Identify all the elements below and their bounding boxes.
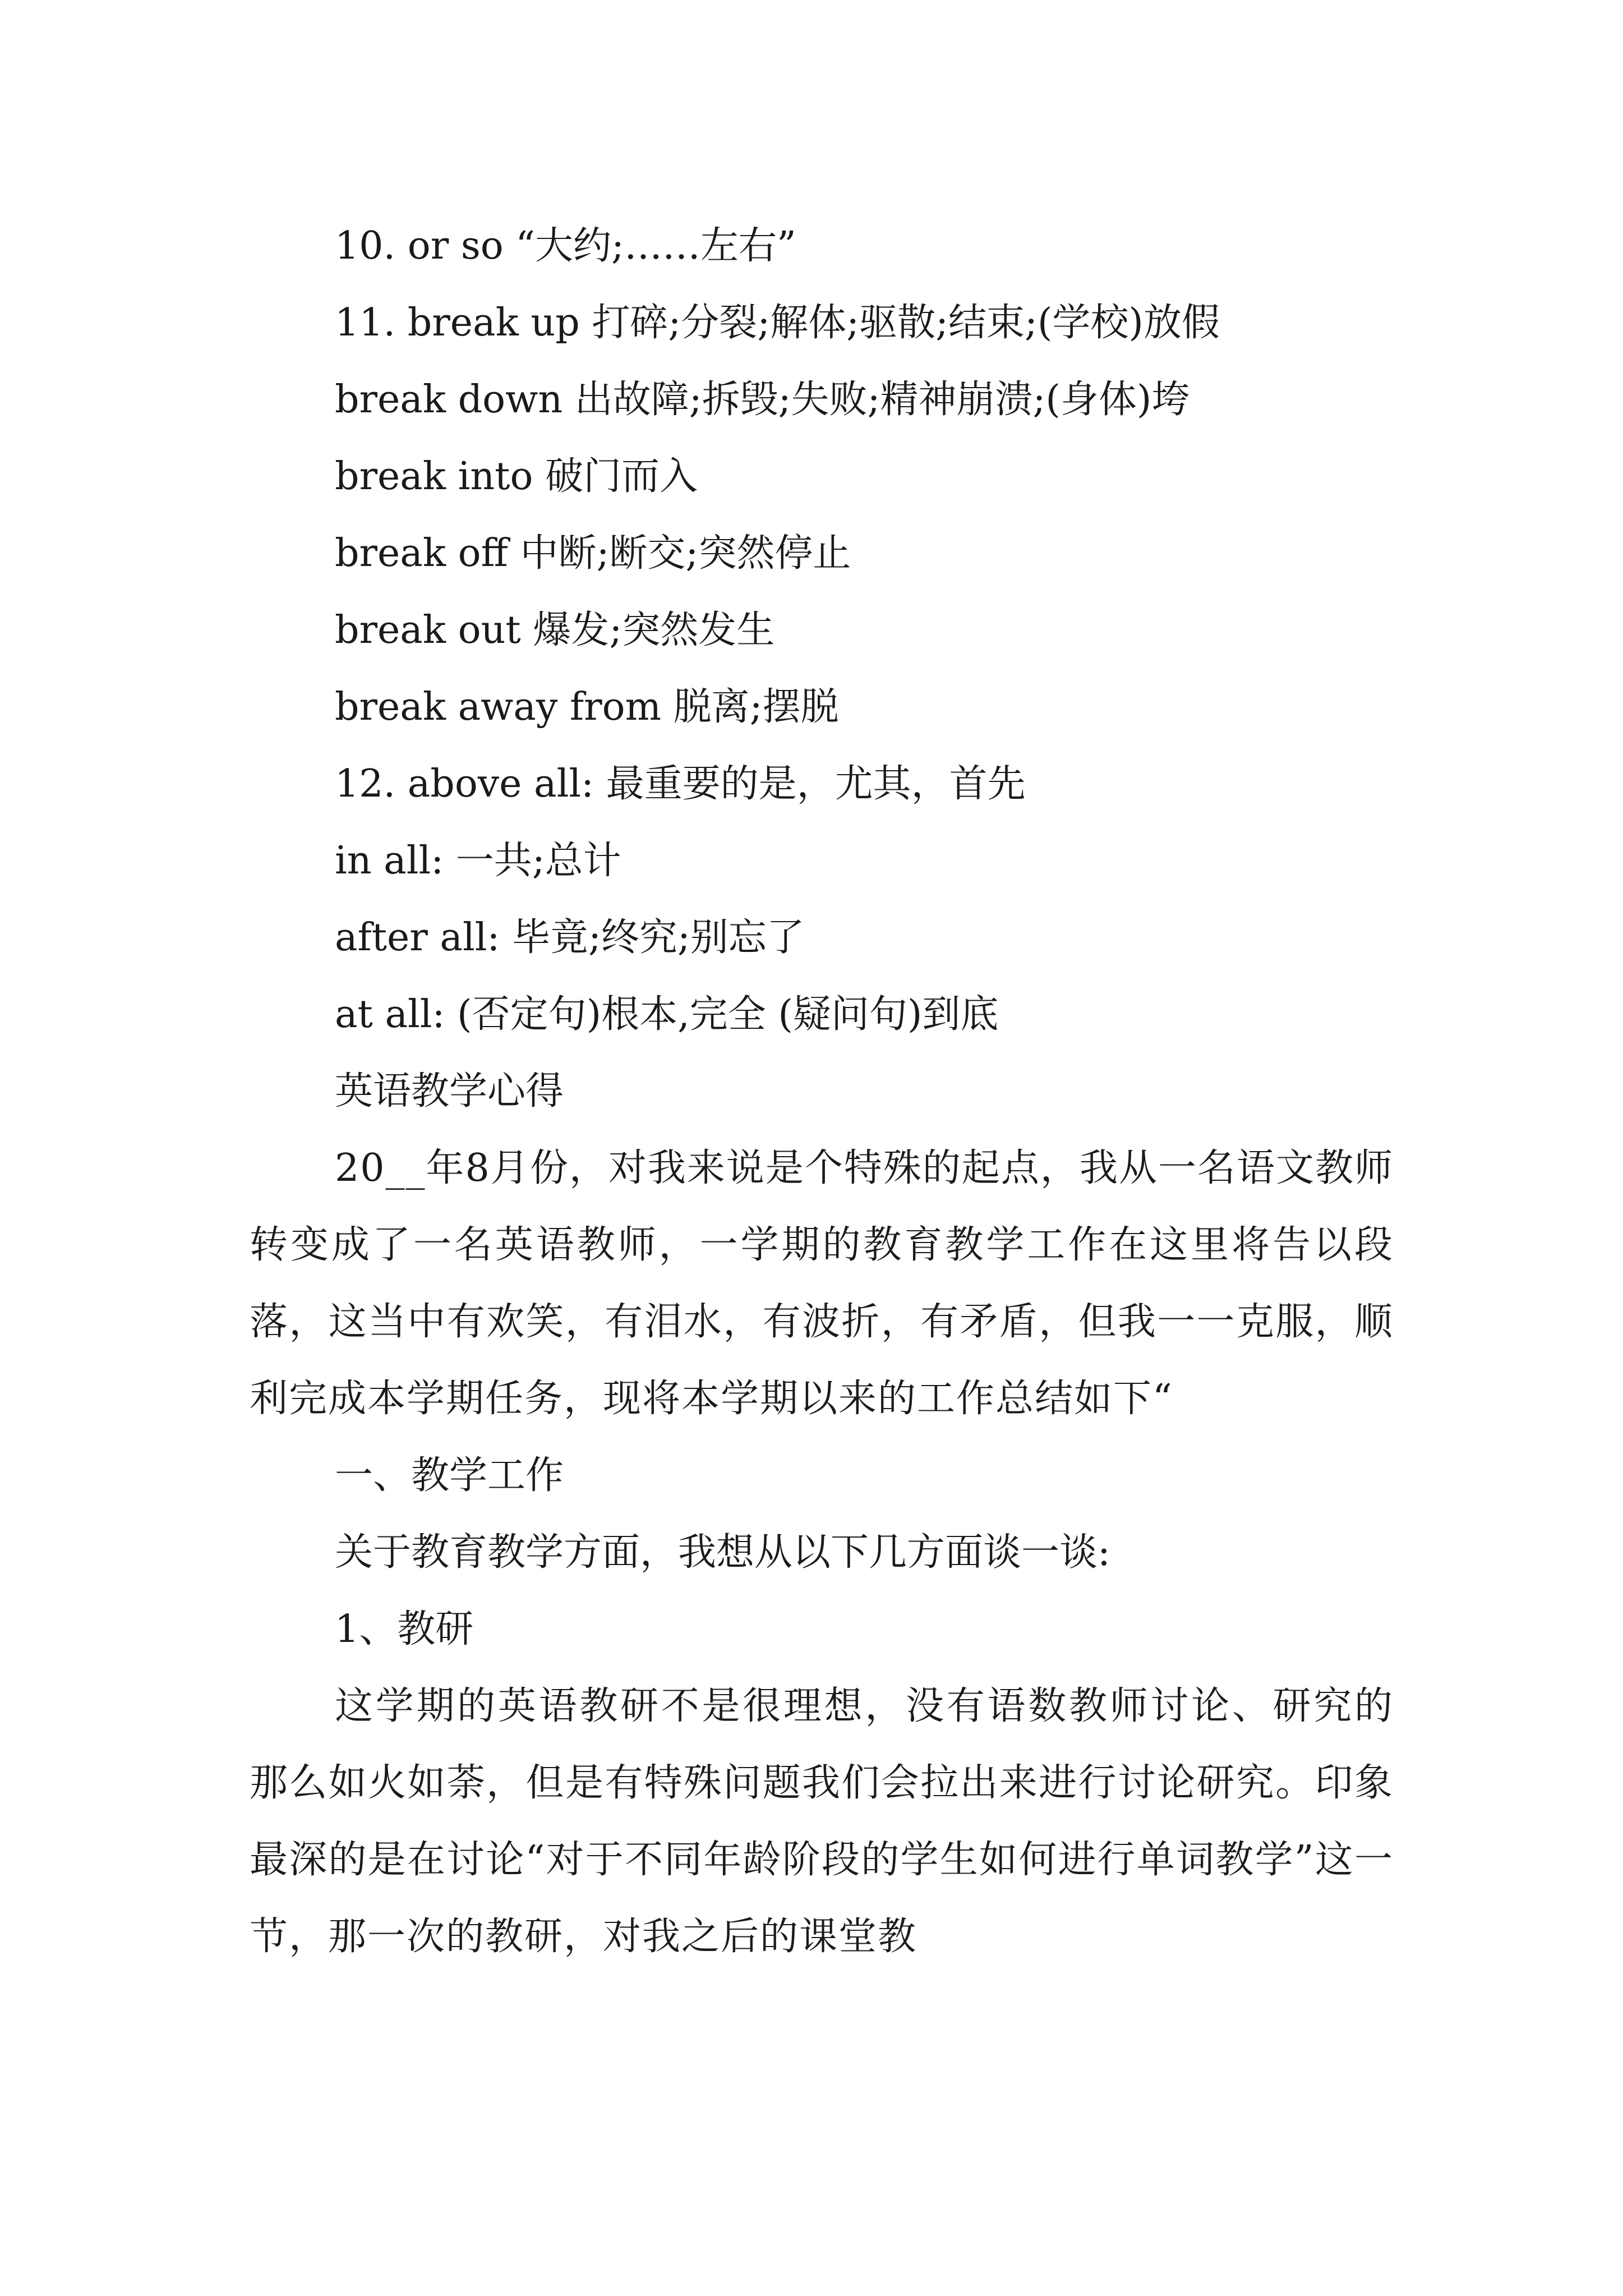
vocab-line-at-all: at all: (否定句)根本,完全 (疑问句)到底 [335, 992, 999, 1037]
research-paragraph: 这学期的英语教研不是很理想，没有语数教师讨论、研究的那么如火如荼，但是有特殊问题我们会拉出来进行讨论研究。印象最深的是在讨论“对于不同年龄阶段的学生如何进行单词教学”这一节，那一次的教研，对我之后的课堂教 [250, 1684, 1394, 1959]
section-title: 英语教学心得 [335, 1069, 564, 1114]
heading-teaching-intro: 关于教育教学方面，我想从以下几方面谈一谈: [335, 1530, 1110, 1575]
intro-paragraph: 20__年8月份，对我来说是个特殊的起点，我从一名语文教师转变成了一名英语教师，一学期的教育教学工作在这里将告以段落，这当中有欢笑，有泪水，有波折，有矛盾，但我一一克服，顺利完成本学期任务，现将本学期以来的工作总结如下“ [250, 1146, 1394, 1421]
subheading-research: 1、教研 [335, 1607, 474, 1651]
heading-teaching-work: 一、教学工作 [335, 1453, 564, 1498]
vocab-line-11: 11. break up 打碎;分裂;解体;驱散;结束;(学校)放假 [335, 301, 1220, 345]
vocab-line-10: 10. or so “大约;……左右” [335, 224, 796, 268]
vocab-line-break-down: break down 出故障;拆毁;失败;精神崩溃;(身体)垮 [335, 378, 1190, 422]
vocab-line-break-into: break into 破门而入 [335, 454, 698, 499]
vocab-line-break-away: break away from 脱离;摆脱 [335, 685, 839, 729]
vocab-line-break-out: break out 爆发;突然发生 [335, 608, 775, 652]
vocab-line-break-off: break off 中断;断交;突然停止 [335, 531, 851, 576]
vocab-line-in-all: in all: 一共;总计 [335, 839, 621, 883]
vocab-line-12: 12. above all: 最重要的是，尤其，首先 [335, 762, 1026, 806]
vocab-line-after-all: after all: 毕竟;终究;别忘了 [335, 915, 805, 960]
document-body [250, 208, 1394, 1975]
